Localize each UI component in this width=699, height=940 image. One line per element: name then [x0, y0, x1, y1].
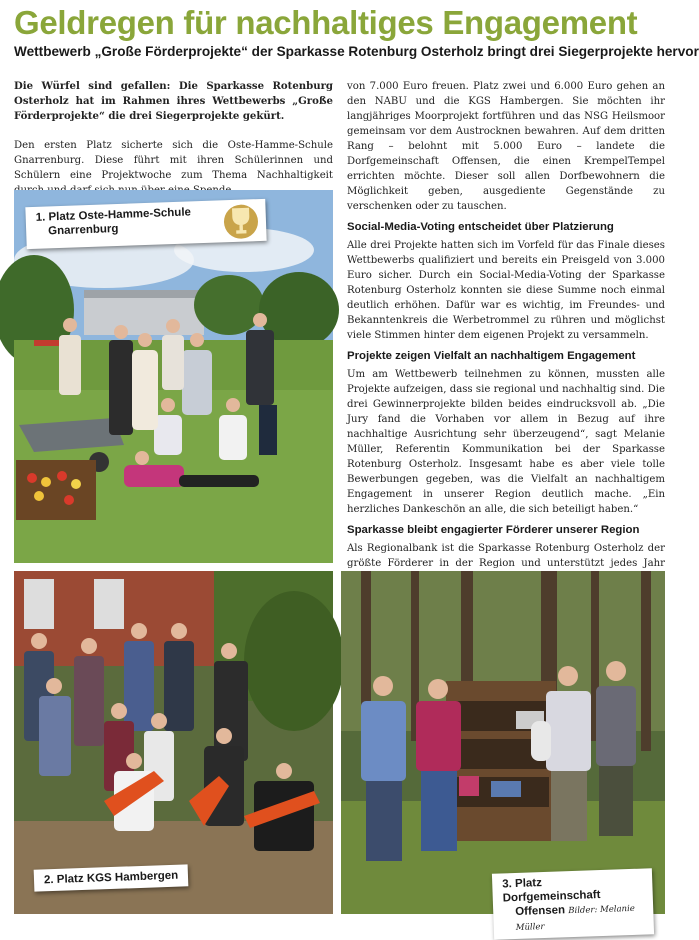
section-heading-sponsor: Sparkasse bleibt engagierter Förderer unserer Region — [347, 524, 640, 536]
caption-second-place: 2. Platz KGS Hambergen — [34, 864, 189, 891]
photo-second-place-image — [14, 571, 333, 914]
right-text-column — [347, 79, 665, 616]
section-heading-voting: Social-Media-Voting entscheidet über Platzierung — [347, 221, 614, 233]
caption-third-place-line2: Offensen — [515, 904, 566, 919]
caption-first-place — [25, 199, 266, 249]
body-paragraph-4: Als Regionalbank ist die Sparkasse Rotenburg Osterholz der größte Förderer in der Region und unterstützt jedes Jahr — [347, 541, 665, 616]
section-heading-diversity: Projekte zeigen Vielfalt an nachhaltigem Engagement — [347, 350, 636, 362]
photo-second-place — [14, 571, 333, 914]
subheadline: Wettbewerb „Große Förderprojekte“ der Sparkasse Rotenburg Osterholz bringt drei Siegerprojekte hervor — [14, 44, 699, 59]
photo-third-place — [341, 571, 665, 934]
headline: Geldregen für nachhaltiges Engagement — [14, 4, 638, 41]
body-paragraph-1: Den ersten Platz sicherte sich die Oste-Hamme-Schule Gnarrenburg. Diese führt mit ihren Schülerinnen und Schülern eine Projektwoche zum Thema Nachhaltigkeit — [14, 140, 333, 181]
caption-first-place-line2: Gnarrenburg — [47, 222, 119, 238]
photo-third-place-image — [341, 571, 665, 914]
caption-third-place — [492, 868, 654, 940]
body-paragraph-2: Alle drei Projekte hatten sich im Vorfeld für das Finale dieses Wettbewerbs qualifiziert und bereits ein Preisgeld von 3.000 Euro sicher. Durch ein Social-Media-Voting der Sparkasse Rotenburg Osterholz konnten sie diese Summe noch einmal deutlich erhöhen. Dafür war es wichtig, im Freundes- und Bekanntenkreis die Werbetrommel zu rühren und möglichst viele Stimmen hinter dem eigenen Projekt zu versammeln. — [347, 240, 665, 341]
photo-first-place — [14, 190, 333, 563]
caption-third-place-line1: 3. Platz Dorfgemeinschaft — [502, 877, 601, 905]
lead-paragraph: Die Würfel sind gefallen: Die Sparkasse Rotenburg Osterholz hat im Rahmen ihres Wettbewerbs „Große Förderprojekte“ die drei Siegerprojekte gekürt. — [14, 80, 333, 122]
photo-credit: Bilder: Melanie Müller — [515, 903, 635, 934]
trophy-icon — [223, 204, 258, 239]
caption-first-place-line1: 1. Platz Oste-Hamme-Schule — [35, 206, 192, 224]
body-paragraph-3: Um am Wettbewerb teilnehmen zu können, mussten alle Projekte aufzeigen, dass sie regional und nachhaltig sind. Die drei Gewinnerprojekte bilden beides eindrucksvoll ab. „Die Jury fand die Vorhaben vor allem in Bezug auf ihre nachhaltige Ausrichtung sehr überzeugend“, sagt Melanie Müller, Referentin Kommunikation bei der Sparkasse Rotenburg Osterholz. Insgesamt habe es aber viele tolle Bewerbungen gegeben, was die Vielfalt an nachhaltigem Engagement in unserer Region deutlich mache. „Ein herzliches Dankeschön an alle, die sich beteiligt haben.“ — [347, 369, 665, 515]
left-text-column — [14, 79, 333, 198]
body-paragraph-1-continued: von 7.000 Euro freuen. Platz zwei und 6.000 Euro gehen an den NABU und die KGS Hambergen. Sie möchten ihr langjähriges Moorprojekt fortführen und das NSG Heilsmoor gemeinsam vor dem Austrocknen bewahren. Auf dem dritten Rang – belohnt mit 5.000 Euro – landete die Dorfgemeinschaft Offensen, die einen KrempelTempel errichten möchte. Dieser soll allen Dorfbewohnern die Möglichkeit geben, ausgediente Gegenstände zu verschenken oder zu tauschen. — [347, 81, 665, 212]
